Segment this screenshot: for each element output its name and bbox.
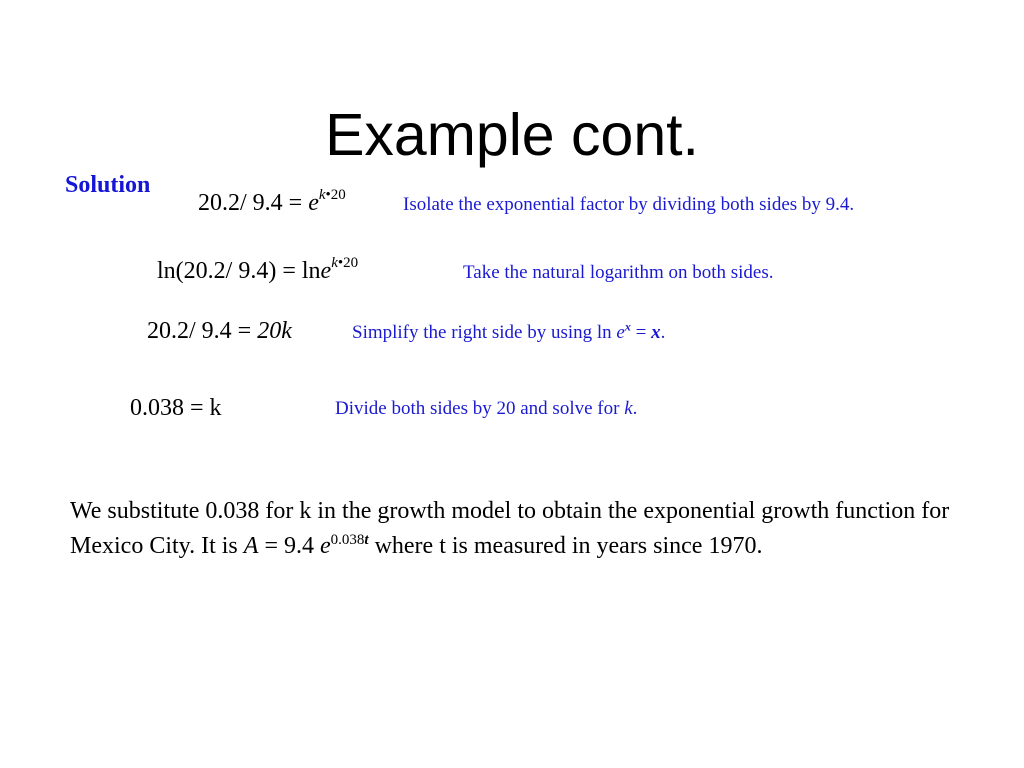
step-3-note-prefix: Simplify the right side by using ln: [352, 322, 617, 343]
step-3-note-suffix: .: [660, 322, 666, 343]
paragraph-exp-var: t: [364, 532, 369, 548]
step-1-eq-exponent: [319, 187, 346, 203]
step-4-equation: 0.038 = k: [130, 395, 222, 421]
step-3-note-eq: =: [630, 322, 652, 343]
step-1-eq-exp-rest: •20: [325, 187, 346, 203]
paragraph-base-e: e: [319, 533, 331, 559]
step-2-eq-exp-var: k: [331, 255, 338, 271]
conclusion-paragraph: [70, 494, 950, 564]
step-3-note-var: x: [651, 322, 661, 343]
step-4-note: [335, 398, 637, 420]
solution-label: Solution: [65, 172, 151, 198]
paragraph-var-a: A: [243, 533, 259, 559]
step-3-equation: [147, 318, 292, 345]
step-1-eq-prefix: 20.2/ 9.4 =: [198, 190, 309, 216]
step-2-eq-exponent: [331, 255, 358, 271]
step-2-note: Take the natural logarithm on both sides.: [463, 262, 774, 283]
paragraph-part-1: We substitute 0.038 for k in the growth model to obtain the exponential growth function for Mexico City. It is: [70, 498, 950, 559]
paragraph-exp-num: 0.038: [330, 532, 365, 548]
step-1-note: Isolate the exponential factor by dividing both sides by 9.4.: [403, 194, 855, 215]
step-1-eq-base: e: [308, 190, 319, 216]
step-3-note-exp: x: [624, 319, 631, 334]
step-1-eq-exp-var: k: [318, 187, 326, 203]
step-3-eq-prefix: 20.2/ 9.4 =: [147, 318, 258, 344]
step-2-eq-base: e: [320, 258, 332, 284]
paragraph-part-3: where t is measured in years since 1970.: [368, 533, 763, 559]
paragraph-part-2: = 9.4: [258, 533, 320, 559]
step-3-note: [352, 319, 666, 344]
slide-title: Example cont.: [325, 102, 699, 168]
step-2-equation: [157, 255, 359, 285]
step-4-note-var: k: [624, 398, 633, 419]
step-3-eq-rhs: 20k: [257, 318, 292, 344]
paragraph-exponent: [331, 532, 369, 548]
step-2-eq-prefix: ln(20.2/ 9.4) = ln: [157, 258, 321, 284]
step-3-note-base: e: [616, 322, 625, 343]
step-1-equation: [198, 187, 346, 217]
step-2-eq-exp-rest: •20: [337, 255, 359, 271]
step-4-note-suffix: .: [632, 398, 638, 419]
step-4-note-prefix: Divide both sides by 20 and solve for: [335, 398, 625, 419]
